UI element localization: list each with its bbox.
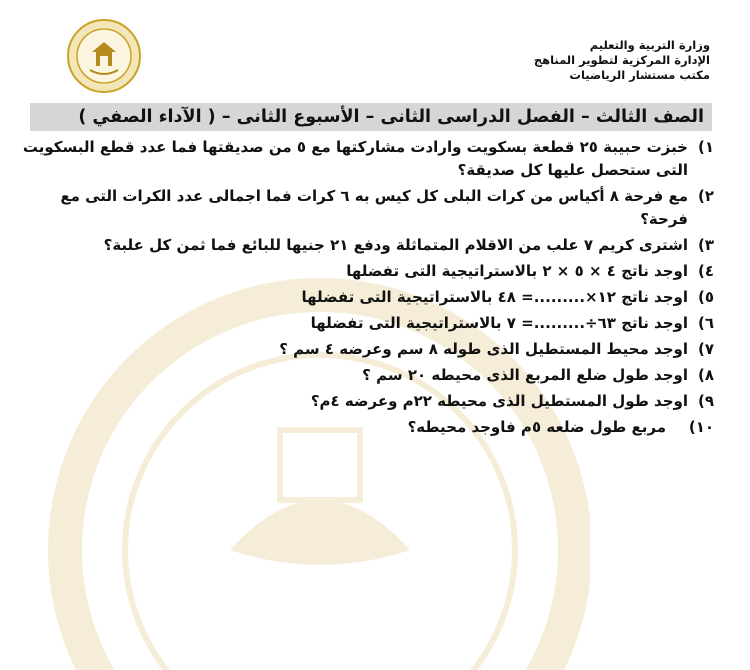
question-number: ٣) xyxy=(697,236,714,254)
worksheet-title: الصف الثالث – الفصل الدراسى الثانى – الأسبوع الثانى – ( الآداء الصفي ) xyxy=(30,103,712,131)
question-number: ١٠) xyxy=(688,418,714,436)
question-number: ٢) xyxy=(697,187,714,205)
question-text: اوجد ناتج ٦٣÷.........= ٧ بالاستراتيجية التى تفضلها xyxy=(310,314,688,332)
question-number: ٩) xyxy=(697,392,714,410)
question-item xyxy=(20,286,714,309)
question-item xyxy=(20,364,714,387)
question-item xyxy=(20,338,714,361)
header-math-office: مكتب مستشار الرياضيات xyxy=(569,68,710,82)
ministry-header xyxy=(534,38,710,83)
question-number: ٧) xyxy=(697,340,714,358)
header-ministry-name: وزارة التربية والتعليم xyxy=(589,38,710,52)
question-number: ٥) xyxy=(697,288,714,306)
question-number: ٦) xyxy=(697,314,714,332)
ministry-logo xyxy=(66,18,142,94)
question-text: اوجد طول ضلع المربع الذى محيطه ٢٠ سم ؟ xyxy=(362,366,688,384)
question-item xyxy=(20,234,714,257)
question-number: ٨) xyxy=(697,366,714,384)
question-number: ٤) xyxy=(697,262,714,280)
header-curriculum-dept: الإدارة المركزية لتطوير المناهج xyxy=(533,53,710,67)
question-number: ١) xyxy=(697,138,714,156)
question-text: اوجد ناتج ١٢×.........= ٤٨ بالاستراتيجية التى تفضلها xyxy=(301,288,688,306)
question-list xyxy=(20,136,714,442)
question-text: اوجد ناتج ٤ × ٥ × ٢ بالاستراتيجية التى تفضلها xyxy=(346,262,688,280)
question-item xyxy=(20,312,714,335)
question-text: مع فرحة ٨ أكياس من كرات البلى كل كيس به ٦ كرات فما اجمالى عدد الكرات التى مع فرحة؟ xyxy=(60,187,688,228)
question-text: اوجد محيط المستطيل الذى طوله ٨ سم وعرضه ٤ سم ؟ xyxy=(279,340,688,358)
question-text: مربع طول ضلعه ٥م فاوجد محيطه؟ xyxy=(407,418,666,436)
question-text: اشترى كريم ٧ علب من الاقلام المتماثلة ودفع ٢١ جنيها للبائع فما ثمن كل علبة؟ xyxy=(103,236,688,254)
question-item xyxy=(20,260,714,283)
question-item xyxy=(20,416,714,439)
question-item xyxy=(20,185,714,231)
question-item xyxy=(20,136,714,182)
question-text: اوجد طول المستطيل الذى محيطه ٢٢م وعرضه ٤م؟ xyxy=(310,392,688,410)
question-item xyxy=(20,390,714,413)
question-text: خبزت حبيبة ٢٥ قطعة بسكويت وارادت مشاركتها مع ٥ من صديقتها فما عدد قطع البسكويت التى ستحصل عليها كل صديقة؟ xyxy=(22,138,688,179)
